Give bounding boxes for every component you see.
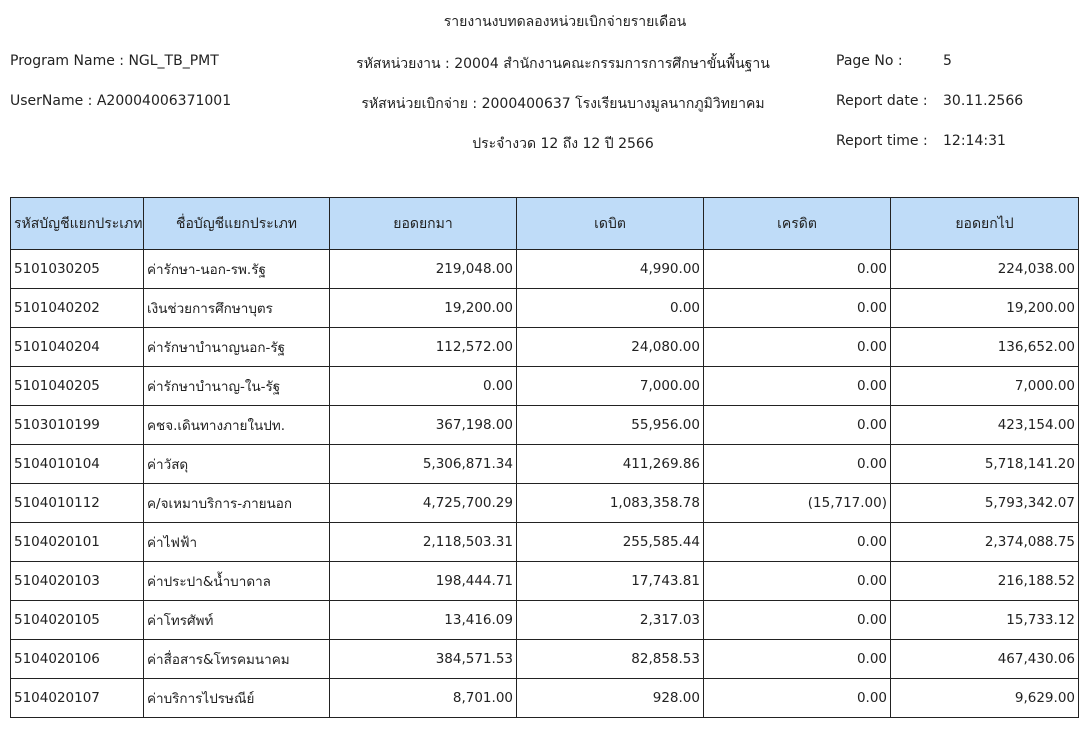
- agency-code: รหัสหน่วยงาน : 20004 สำนักงานคณะกรรมการการศึกษาขั้นพื้นฐาน: [356, 56, 770, 72]
- table-row: [11, 445, 1079, 484]
- disbursing-unit: รหัสหน่วยเบิกจ่าย : 2000400637 โรงเรียนบางมูลนากภูมิวิทยาคม: [361, 96, 765, 112]
- cell-account-name: ค/จเหมาบริการ-ภายนอก: [144, 484, 330, 523]
- cell-carried-forward: 224,038.00: [891, 250, 1079, 289]
- cell-credit: 0.00: [704, 601, 891, 640]
- cell-brought-forward: 2,118,503.31: [330, 523, 517, 562]
- cell-brought-forward: 19,200.00: [330, 289, 517, 328]
- page-no-value: 5: [943, 53, 952, 69]
- cell-brought-forward: 8,701.00: [330, 679, 517, 718]
- trial-balance-table: [10, 197, 1079, 718]
- cell-account-name: ค่าประปา&น้ำบาดาล: [144, 562, 330, 601]
- cell-carried-forward: 136,652.00: [891, 328, 1079, 367]
- cell-account-name: ค่าสื่อสาร&โทรคมนาคม: [144, 640, 330, 679]
- cell-credit: 0.00: [704, 679, 891, 718]
- cell-account-code: 5104020106: [11, 640, 144, 679]
- cell-carried-forward: 15,733.12: [891, 601, 1079, 640]
- cell-debit: 2,317.03: [517, 601, 704, 640]
- cell-brought-forward: 13,416.09: [330, 601, 517, 640]
- cell-credit: 0.00: [704, 640, 891, 679]
- table-row: [11, 640, 1079, 679]
- cell-credit: 0.00: [704, 406, 891, 445]
- table-row: [11, 289, 1079, 328]
- cell-brought-forward: 4,725,700.29: [330, 484, 517, 523]
- cell-account-name: ค่าไฟฟ้า: [144, 523, 330, 562]
- cell-account-code: 5104020103: [11, 562, 144, 601]
- user-name: UserName : A20004006371001: [10, 93, 232, 109]
- cell-debit: 928.00: [517, 679, 704, 718]
- cell-carried-forward: 7,000.00: [891, 367, 1079, 406]
- cell-account-code: 5104020105: [11, 601, 144, 640]
- cell-debit: 55,956.00: [517, 406, 704, 445]
- table-row: [11, 601, 1079, 640]
- cell-brought-forward: 198,444.71: [330, 562, 517, 601]
- cell-account-name: ค่ารักษาบำนาญ-ใน-รัฐ: [144, 367, 330, 406]
- report-time-value: 12:14:31: [943, 133, 1006, 149]
- cell-account-code: 5104020107: [11, 679, 144, 718]
- cell-carried-forward: 2,374,088.75: [891, 523, 1079, 562]
- cell-carried-forward: 9,629.00: [891, 679, 1079, 718]
- table-row: [11, 523, 1079, 562]
- cell-brought-forward: 112,572.00: [330, 328, 517, 367]
- cell-account-code: 5101040205: [11, 367, 144, 406]
- header-debit: เดบิต: [517, 198, 704, 250]
- table-row: [11, 367, 1079, 406]
- cell-account-code: 5104010112: [11, 484, 144, 523]
- cell-brought-forward: 5,306,871.34: [330, 445, 517, 484]
- table-header-row: [11, 198, 1079, 250]
- cell-carried-forward: 5,793,342.07: [891, 484, 1079, 523]
- cell-brought-forward: 384,571.53: [330, 640, 517, 679]
- cell-account-code: 5103010199: [11, 406, 144, 445]
- cell-account-code: 5101040202: [11, 289, 144, 328]
- cell-credit: 0.00: [704, 445, 891, 484]
- program-name: Program Name : NGL_TB_PMT: [10, 53, 219, 69]
- cell-credit: 0.00: [704, 328, 891, 367]
- table-row: [11, 250, 1079, 289]
- cell-account-name: ค่าวัสดุ: [144, 445, 330, 484]
- cell-debit: 255,585.44: [517, 523, 704, 562]
- cell-account-code: 5104020101: [11, 523, 144, 562]
- report-date-value: 30.11.2566: [943, 93, 1024, 109]
- report-date-label: Report date :: [836, 93, 928, 109]
- cell-credit: 0.00: [704, 562, 891, 601]
- cell-debit: 17,743.81: [517, 562, 704, 601]
- header-account-code: รหัสบัญชีแยกประเภท: [11, 198, 144, 250]
- report-time-label: Report time :: [836, 133, 928, 149]
- cell-carried-forward: 19,200.00: [891, 289, 1079, 328]
- cell-account-name: ค่าบริการไปรษณีย์: [144, 679, 330, 718]
- cell-credit: 0.00: [704, 523, 891, 562]
- table-row: [11, 679, 1079, 718]
- header-account-name: ชื่อบัญชีแยกประเภท: [144, 198, 330, 250]
- cell-debit: 4,990.00: [517, 250, 704, 289]
- cell-account-name: เงินช่วยการศึกษาบุตร: [144, 289, 330, 328]
- cell-carried-forward: 467,430.06: [891, 640, 1079, 679]
- cell-account-code: 5104010104: [11, 445, 144, 484]
- cell-account-code: 5101040204: [11, 328, 144, 367]
- cell-debit: 411,269.86: [517, 445, 704, 484]
- header-credit: เครดิต: [704, 198, 891, 250]
- cell-account-code: 5101030205: [11, 250, 144, 289]
- report-period: ประจำงวด 12 ถึง 12 ปี 2566: [472, 136, 654, 152]
- table-row: [11, 328, 1079, 367]
- cell-account-name: ค่ารักษา-นอก-รพ.รัฐ: [144, 250, 330, 289]
- table-row: [11, 562, 1079, 601]
- cell-account-name: ค่าโทรศัพท์: [144, 601, 330, 640]
- table-row: [11, 406, 1079, 445]
- table-row: [11, 484, 1079, 523]
- header-brought-forward: ยอดยกมา: [330, 198, 517, 250]
- cell-debit: 82,858.53: [517, 640, 704, 679]
- cell-brought-forward: 219,048.00: [330, 250, 517, 289]
- report-title: รายงานงบทดลองหน่วยเบิกจ่ายรายเดือน: [443, 14, 687, 30]
- cell-brought-forward: 367,198.00: [330, 406, 517, 445]
- cell-debit: 1,083,358.78: [517, 484, 704, 523]
- cell-debit: 24,080.00: [517, 328, 704, 367]
- cell-debit: 0.00: [517, 289, 704, 328]
- page-no-label: Page No :: [836, 53, 903, 69]
- header-carried-forward: ยอดยกไป: [891, 198, 1079, 250]
- cell-account-name: ค่ารักษาบำนาญนอก-รัฐ: [144, 328, 330, 367]
- cell-credit: (15,717.00): [704, 484, 891, 523]
- cell-credit: 0.00: [704, 289, 891, 328]
- cell-credit: 0.00: [704, 367, 891, 406]
- cell-carried-forward: 216,188.52: [891, 562, 1079, 601]
- cell-carried-forward: 5,718,141.20: [891, 445, 1079, 484]
- cell-credit: 0.00: [704, 250, 891, 289]
- cell-carried-forward: 423,154.00: [891, 406, 1079, 445]
- cell-debit: 7,000.00: [517, 367, 704, 406]
- cell-brought-forward: 0.00: [330, 367, 517, 406]
- cell-account-name: คชจ.เดินทางภายในปท.: [144, 406, 330, 445]
